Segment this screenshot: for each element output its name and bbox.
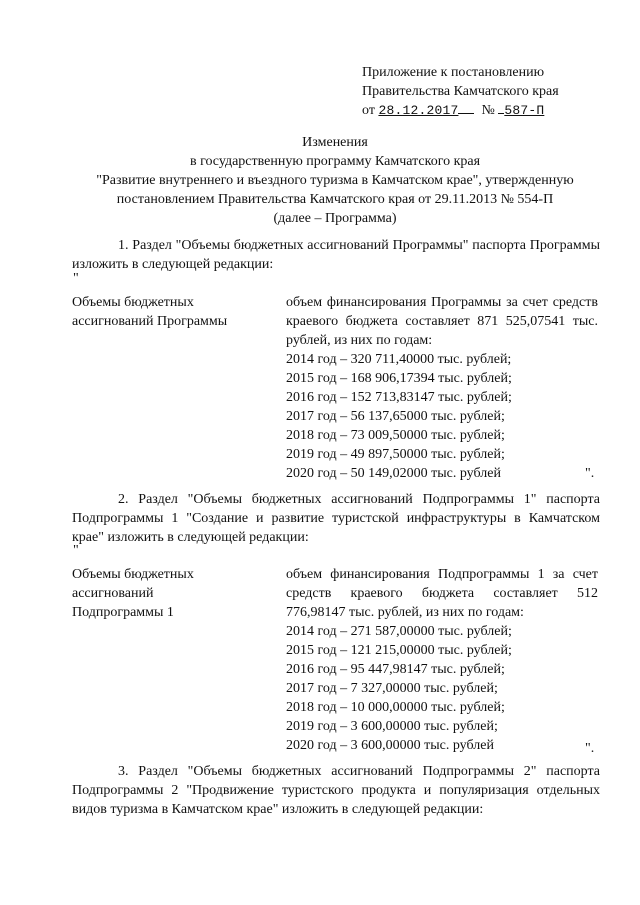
section-1-label-line-1: Объемы бюджетных [72,295,194,310]
appendix-date-line [362,101,612,120]
section-1-passport-block [72,293,602,481]
section-1-label-line-2: ассигнований Программы [72,314,228,329]
section-2-text: 2. Раздел "Объемы бюджетных ассигнований Подпрограммы 1" паспорта Подпрограммы 1 "Создание и развитие туристской инфраструктуры в Камчатском крае" изложить в следующей редакции: [72,492,600,545]
year-line: 2016 год – 152 713,83147 тыс. рублей; [286,390,512,405]
section-1-open-quote: " [73,271,79,286]
section-1-paragraph [72,236,600,274]
section-3-paragraph [72,762,600,819]
section-2-passport-block [72,565,602,753]
appendix-line-1: Приложение к постановлению [362,65,545,80]
section-2-label-line-3: Подпрограммы 1 [72,605,174,620]
section-2-years [286,622,598,755]
year-line: 2019 год – 49 897,50000 тыс. рублей; [286,447,505,462]
date-prefix: от [362,103,375,118]
number-value: 587-П [504,103,545,118]
title-line-5: (далее – Программа) [273,211,397,226]
year-line: 2018 год – 10 000,00000 тыс. рублей; [286,700,505,715]
year-line: 2017 год – 7 327,00000 тыс. рублей; [286,681,498,696]
section-2-close-quote: ". [585,741,595,756]
section-1-close-quote: ". [585,466,595,481]
year-line: 2014 год – 271 587,00000 тыс. рублей; [286,624,512,639]
section-2-intro: объем финансирования Подпрограммы 1 за счет средств краевого бюджета составляет 512 776,98147 тыс. рублей, из них по годам: [286,567,598,620]
title-line-1: Изменения [302,135,368,150]
section-3-text: 3. Раздел "Объемы бюджетных ассигнований Подпрограммы 2" паспорта Подпрограммы 2 "Продвижение туристского продукта и популяризация отдельных видов туризма в Камчатском крае" изложить в следующей редакции: [72,764,600,817]
date-underline [458,101,474,114]
section-2-paragraph [72,490,600,547]
section-1-intro: объем финансирования Программы за счет средств краевого бюджета составляет 871 525,07541 тыс. рублей, из них по годам: [286,295,598,348]
section-1-label [72,293,272,331]
year-line: 2014 год – 320 711,40000 тыс. рублей; [286,352,512,367]
appendix-header [362,63,612,120]
title-line-4: постановлением Правительства Камчатского края от 29.11.2013 № 554-П [116,192,554,207]
section-2-open-quote: " [73,543,79,558]
year-line: 2018 год – 73 009,50000 тыс. рублей; [286,428,505,443]
document-title [70,133,600,228]
section-2-label-line-1: Объемы бюджетных [72,567,194,582]
appendix-line-2: Правительства Камчатского края [362,84,559,99]
date-value: 28.12.2017 [378,103,459,118]
year-line: 2020 год – 3 600,00000 тыс. рублей [286,738,494,753]
section-2-content [286,565,598,755]
year-line: 2015 год – 168 906,17394 тыс. рублей; [286,371,512,386]
title-line-2: в государственную программу Камчатского края [189,154,481,169]
year-line: 2015 год – 121 215,00000 тыс. рублей; [286,643,512,658]
year-line: 2020 год – 50 149,02000 тыс. рублей [286,466,501,481]
section-1-years [286,350,598,483]
title-line-3: "Развитие внутреннего и въездного туризма в Камчатском крае", утвержденную [96,173,574,188]
section-2-label-line-2: ассигнований [72,586,154,601]
number-prefix: № [481,103,495,118]
year-line: 2016 год – 95 447,98147 тыс. рублей; [286,662,505,677]
section-2-label [72,565,272,622]
section-1-text: 1. Раздел "Объемы бюджетных ассигнований Программы" паспорта Программы изложить в следующей редакции: [72,238,600,272]
year-line: 2017 год – 56 137,65000 тыс. рублей; [286,409,505,424]
year-line: 2019 год – 3 600,00000 тыс. рублей; [286,719,498,734]
section-1-content [286,293,598,483]
